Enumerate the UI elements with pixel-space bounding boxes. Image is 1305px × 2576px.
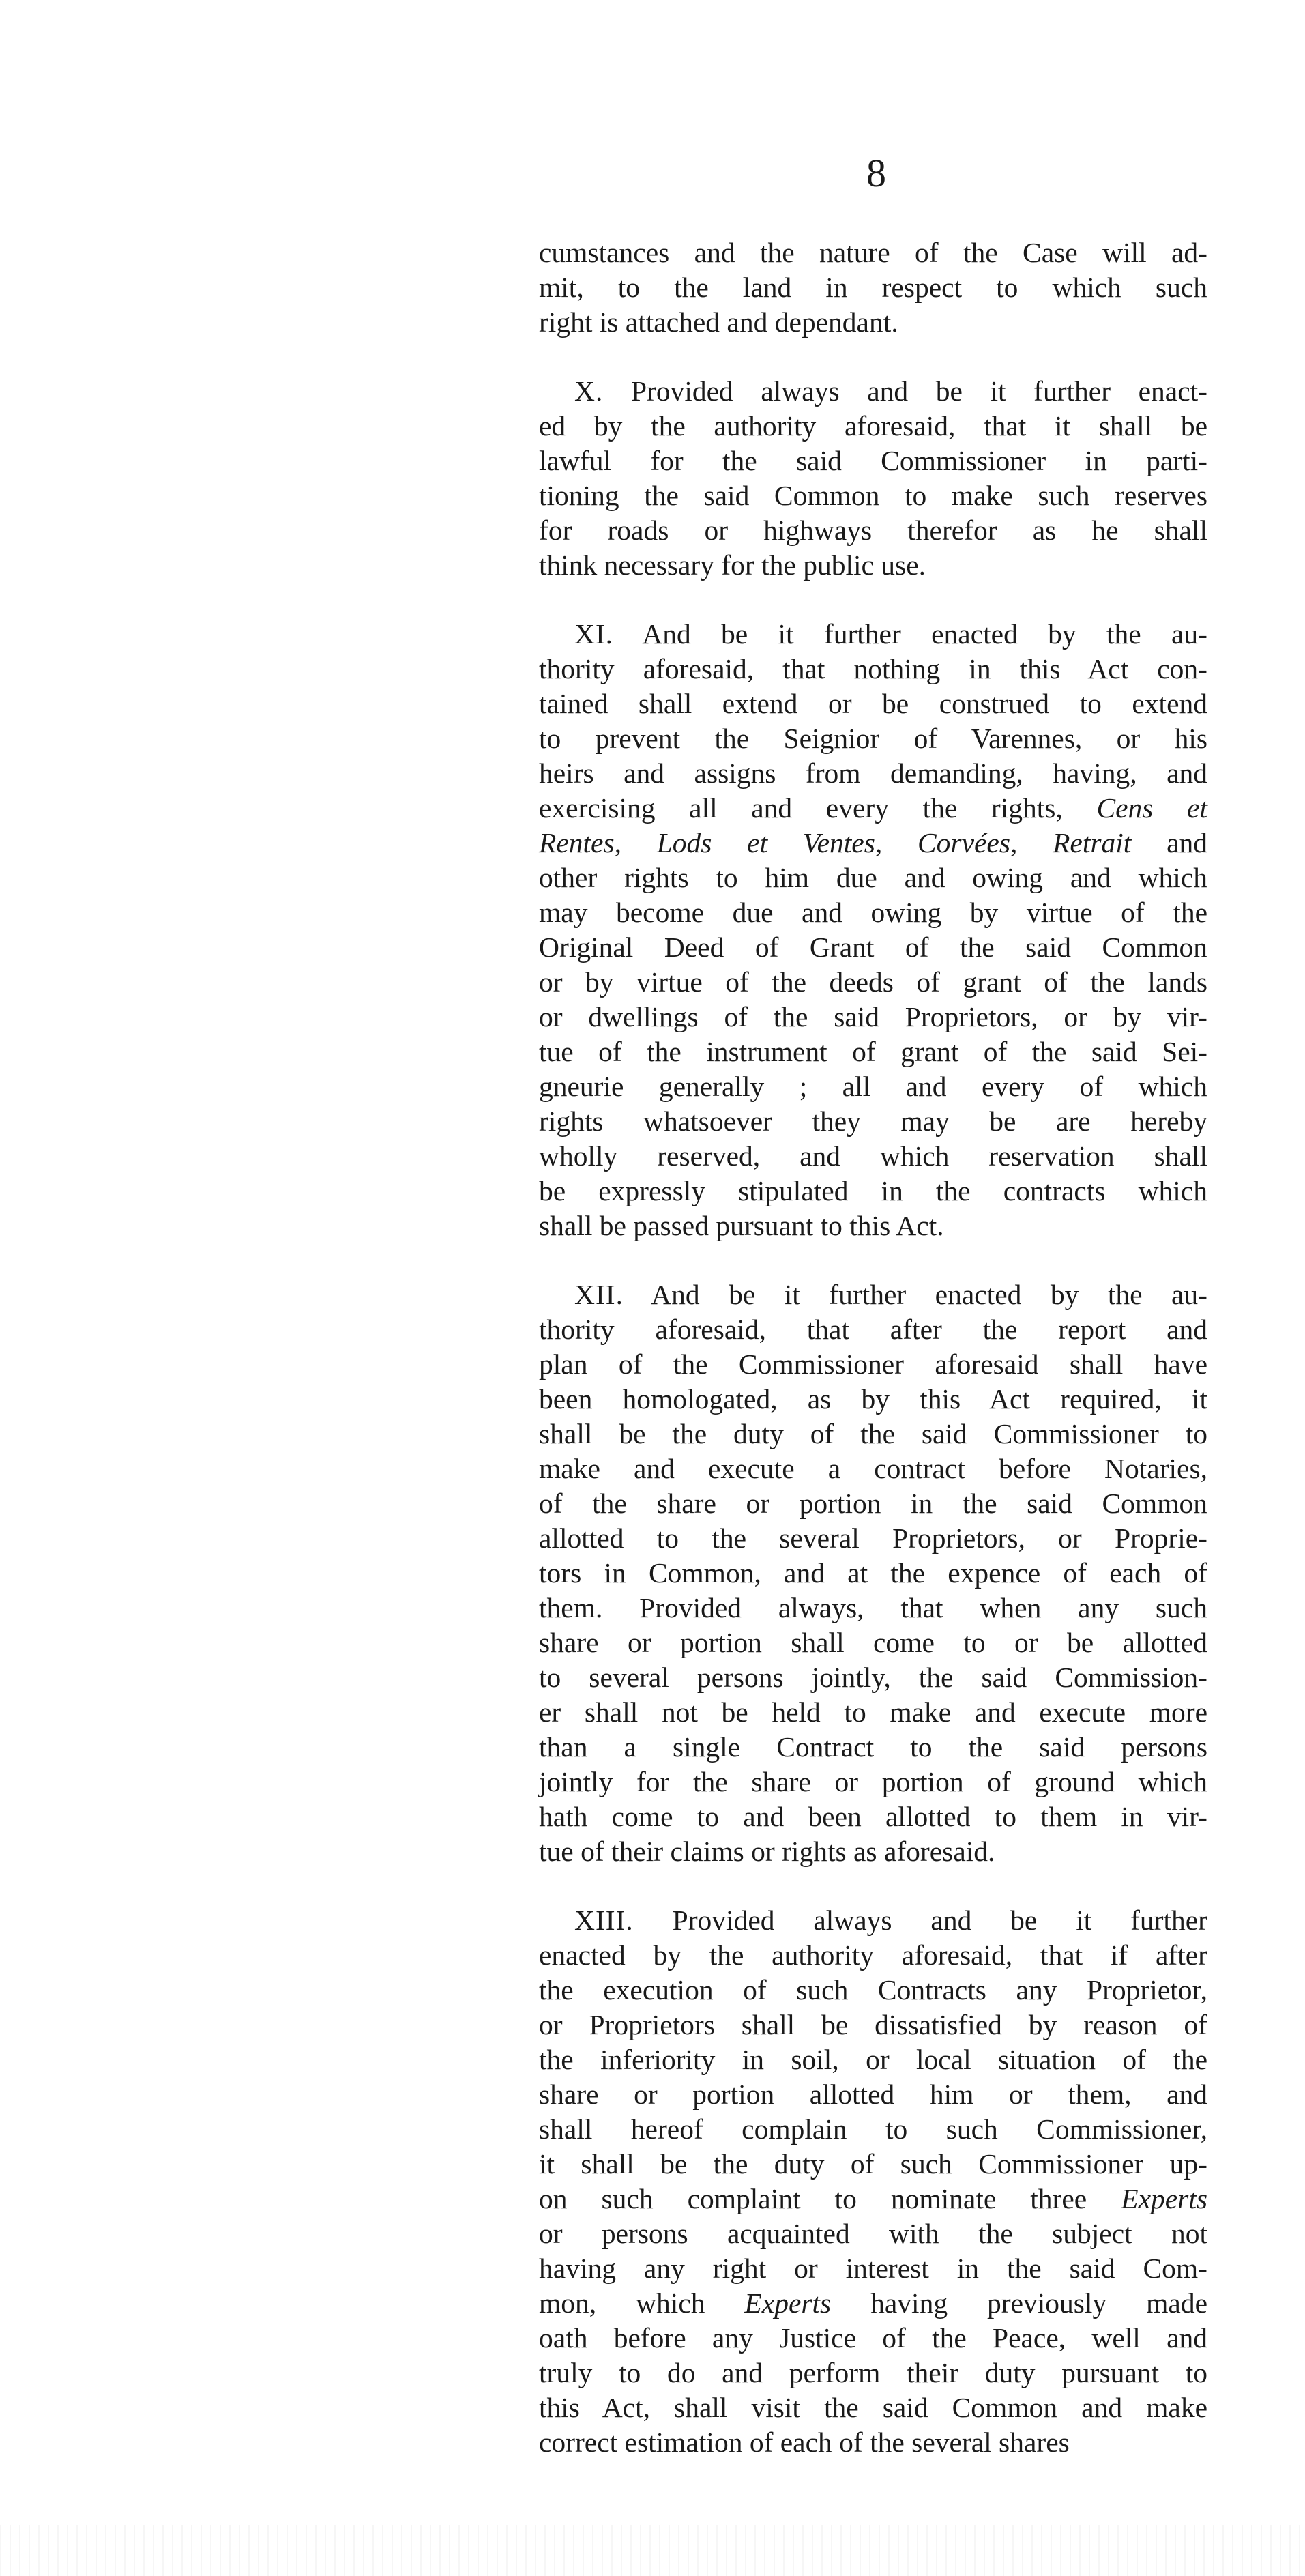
text-line: heirs and assigns from demanding, having, and — [539, 757, 1207, 789]
text-line — [539, 2182, 1207, 2216]
text-line: share or portion allotted him or them, and — [539, 2079, 1207, 2110]
text-line: plan of the Commissioner aforesaid shall have — [539, 1348, 1207, 1380]
text-line: think necessary for the public use. — [539, 549, 926, 581]
text-line: or dwellings of the said Proprietors, or by vir- — [539, 1001, 1207, 1032]
text-fragment: And be it further enacted by the au- — [651, 1279, 1207, 1310]
text-line — [539, 374, 1207, 409]
text-line: hath come to and been allotted to them in vir- — [539, 1801, 1207, 1832]
text-line: to several persons jointly, the said Commission- — [539, 1662, 1207, 1693]
text-line: shall be the duty of the said Commissioner to — [539, 1418, 1207, 1449]
section-number: XI. — [574, 618, 614, 650]
text-line: make and execute a contract before Notaries, — [539, 1453, 1207, 1484]
text-line: it shall be the duty of such Commissioner up- — [539, 2148, 1207, 2180]
text-line: or persons acquainted with the subject not — [539, 2218, 1207, 2249]
section-x — [539, 374, 1207, 583]
text-line — [539, 617, 1207, 652]
text-line: having any right or interest in the said Com- — [539, 2253, 1207, 2284]
text-line: of the share or portion in the said Common — [539, 1488, 1207, 1519]
text-line: tors in Common, and at the expence of each of — [539, 1557, 1207, 1589]
text-line: allotted to the several Proprietors, or Proprie- — [539, 1522, 1207, 1554]
text-line — [539, 1277, 1207, 1312]
text-line: or by virtue of the deeds of grant of the lands — [539, 966, 1207, 998]
text-line: shall hereof complain to such Commissioner, — [539, 2113, 1207, 2145]
text-line: right is attached and dependant. — [539, 306, 898, 338]
text-fragment: Provided always and be it further enact- — [630, 375, 1207, 407]
text-line: mit, to the land in respect to which such — [539, 272, 1207, 303]
italic-term: Experts — [744, 2287, 832, 2319]
text-line: Original Deed of Grant of the said Common — [539, 931, 1207, 963]
text-line: may become due and owing by virtue of the — [539, 897, 1207, 928]
text-line: gneurie generally ; all and every of which — [539, 1071, 1207, 1102]
text-line: the execution of such Contracts any Proprietor, — [539, 1974, 1207, 2006]
text-line — [539, 826, 1207, 860]
section-number: XIII. — [574, 1905, 634, 1936]
text-line — [539, 1903, 1207, 1938]
text-line: to prevent the Seignior of Varennes, or his — [539, 723, 1207, 754]
text-line: correct estimation of each of the several shares — [539, 2427, 1070, 2458]
text-line: tioning the said Common to make such reserves — [539, 480, 1207, 511]
text-line: enacted by the authority aforesaid, that if after — [539, 1939, 1207, 1971]
text-fragment: and — [1167, 827, 1207, 858]
section-number: XII. — [574, 1279, 624, 1310]
text-line: lawful for the said Commissioner in parti- — [539, 445, 1207, 476]
text-line: the inferiority in soil, or local situation of the — [539, 2044, 1207, 2075]
italic-term: Rentes, Lods et Ventes, Corvées, Retrait — [539, 827, 1132, 858]
text-fragment: And be it further enacted by the au- — [642, 618, 1207, 650]
text-fragment: having previously made — [870, 2287, 1207, 2319]
text-line: tained shall extend or be construed to extend — [539, 688, 1207, 719]
text-fragment: exercising all and every the rights, — [539, 792, 1063, 824]
text-line: cumstances and the nature of the Case will ad- — [539, 237, 1207, 268]
text-line: thority aforesaid, that after the report and — [539, 1314, 1207, 1345]
text-fragment: on such complaint to nominate three — [539, 2183, 1087, 2214]
text-line: other rights to him due and owing and which — [539, 862, 1207, 893]
text-line: share or portion shall come to or be allotted — [539, 1627, 1207, 1658]
text-fragment: Provided always and be it further — [672, 1905, 1207, 1936]
italic-term: Experts — [1121, 2183, 1208, 2214]
italic-term: Cens et — [1096, 792, 1208, 824]
text-line: wholly reserved, and which reservation shall — [539, 1140, 1207, 1172]
text-line: been homologated, as by this Act required, it — [539, 1383, 1207, 1415]
text-line: than a single Contract to the said persons — [539, 1731, 1207, 1763]
text-line: be expressly stipulated in the contracts which — [539, 1175, 1207, 1206]
text-line — [539, 791, 1207, 826]
paragraph-continuation — [539, 235, 1207, 340]
document-body — [539, 235, 1207, 2460]
text-line: or Proprietors shall be dissatisfied by reason of — [539, 2009, 1207, 2040]
text-fragment: mon, which — [539, 2287, 705, 2319]
text-line: tue of their claims or rights as aforesaid. — [539, 1836, 995, 1867]
scan-noise — [0, 2525, 1305, 2576]
text-line: them. Provided always, that when any such — [539, 1592, 1207, 1623]
text-line: oath before any Justice of the Peace, well and — [539, 2322, 1207, 2354]
text-line: truly to do and perform their duty pursuant to — [539, 2357, 1207, 2388]
section-number: X. — [574, 375, 604, 407]
text-line: tue of the instrument of grant of the said Sei- — [539, 1036, 1207, 1067]
text-line: ed by the authority aforesaid, that it shall be — [539, 410, 1207, 442]
page-number: 8 — [866, 151, 886, 195]
text-line — [539, 2286, 1207, 2321]
section-xi — [539, 617, 1207, 1243]
text-line: rights whatsoever they may be are hereby — [539, 1105, 1207, 1137]
text-line: for roads or highways therefor as he shall — [539, 515, 1207, 546]
text-line: er shall not be held to make and execute more — [539, 1696, 1207, 1728]
text-line: shall be passed pursuant to this Act. — [539, 1210, 944, 1241]
section-xiii — [539, 1903, 1207, 2460]
text-line: this Act, shall visit the said Common and make — [539, 2392, 1207, 2423]
section-xii — [539, 1277, 1207, 1869]
text-line: jointly for the share or portion of ground which — [539, 1766, 1207, 1797]
text-line: thority aforesaid, that nothing in this Act con- — [539, 653, 1207, 684]
